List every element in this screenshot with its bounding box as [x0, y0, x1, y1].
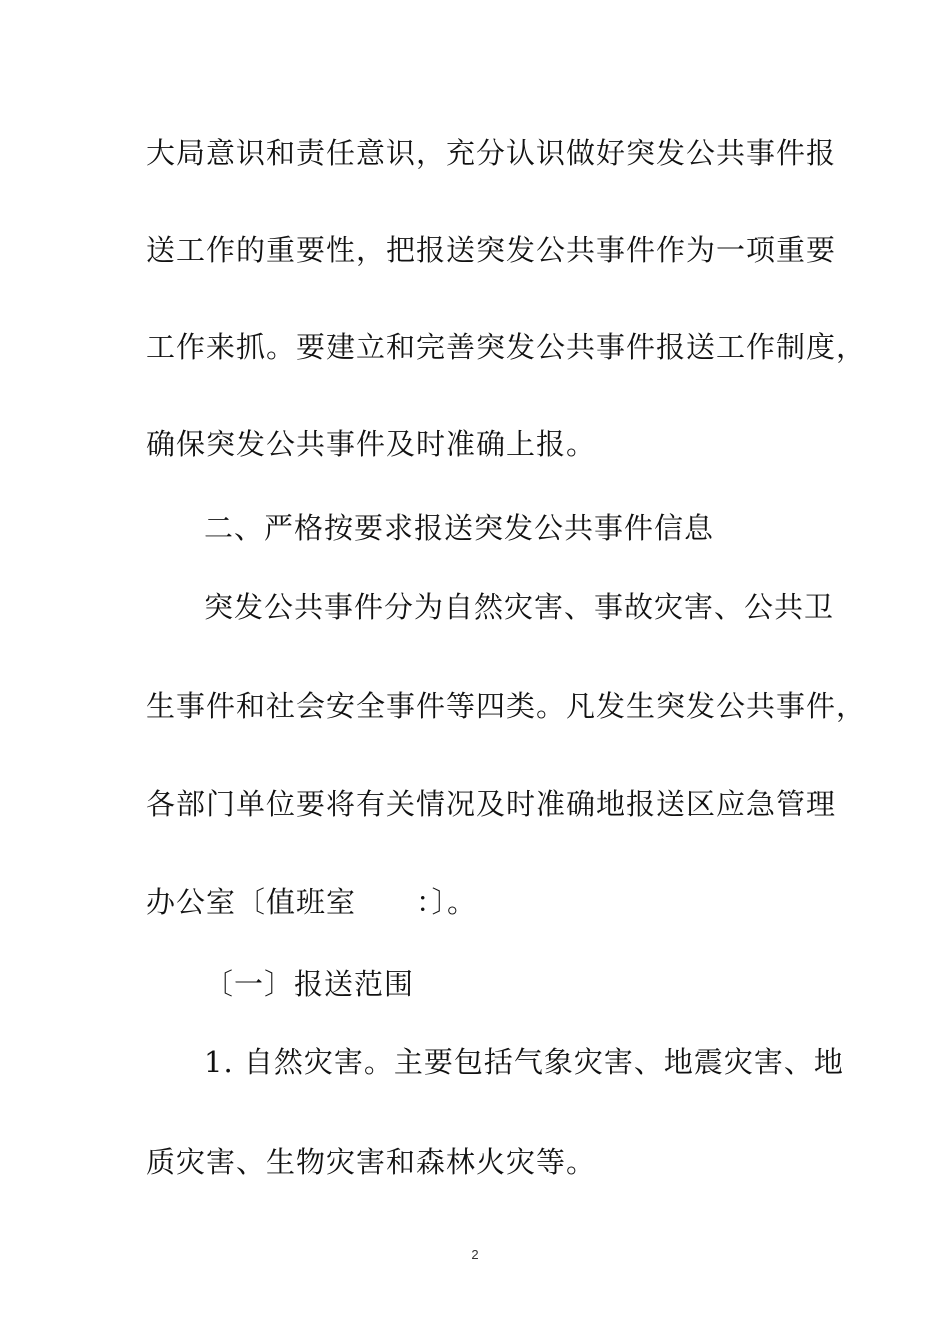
subsection-heading: 〔一〕报送范围	[204, 967, 415, 1001]
body-text-line: 确保突发公共事件及时准确上报。	[146, 427, 597, 461]
body-text-line: 生事件和社会安全事件等四类。凡发生突发公共事件，	[146, 689, 867, 723]
body-text-line: 1. 自然灾害。主要包括气象灾害、地震灾害、地	[204, 1045, 844, 1079]
body-text-line: 大局意识和责任意识，充分认识做好突发公共事件报	[146, 136, 837, 170]
body-text-line: 质灾害、生物灾害和森林火灾等。	[146, 1145, 597, 1179]
body-text-line: 办公室〔值班室 ：〕。	[146, 885, 478, 919]
body-text-line: 送工作的重要性，把报送突发公共事件作为一项重要	[146, 233, 837, 267]
body-text-line: 各部门单位要将有关情况及时准确地报送区应急管理	[146, 787, 837, 821]
page-number: 2	[471, 1247, 479, 1262]
body-text-line: 突发公共事件分为自然灾害、事故灾害、公共卫	[204, 590, 835, 624]
section-heading: 二、严格按要求报送突发公共事件信息	[204, 511, 715, 545]
body-text-line: 工作来抓。要建立和完善突发公共事件报送工作制度，	[146, 330, 867, 364]
